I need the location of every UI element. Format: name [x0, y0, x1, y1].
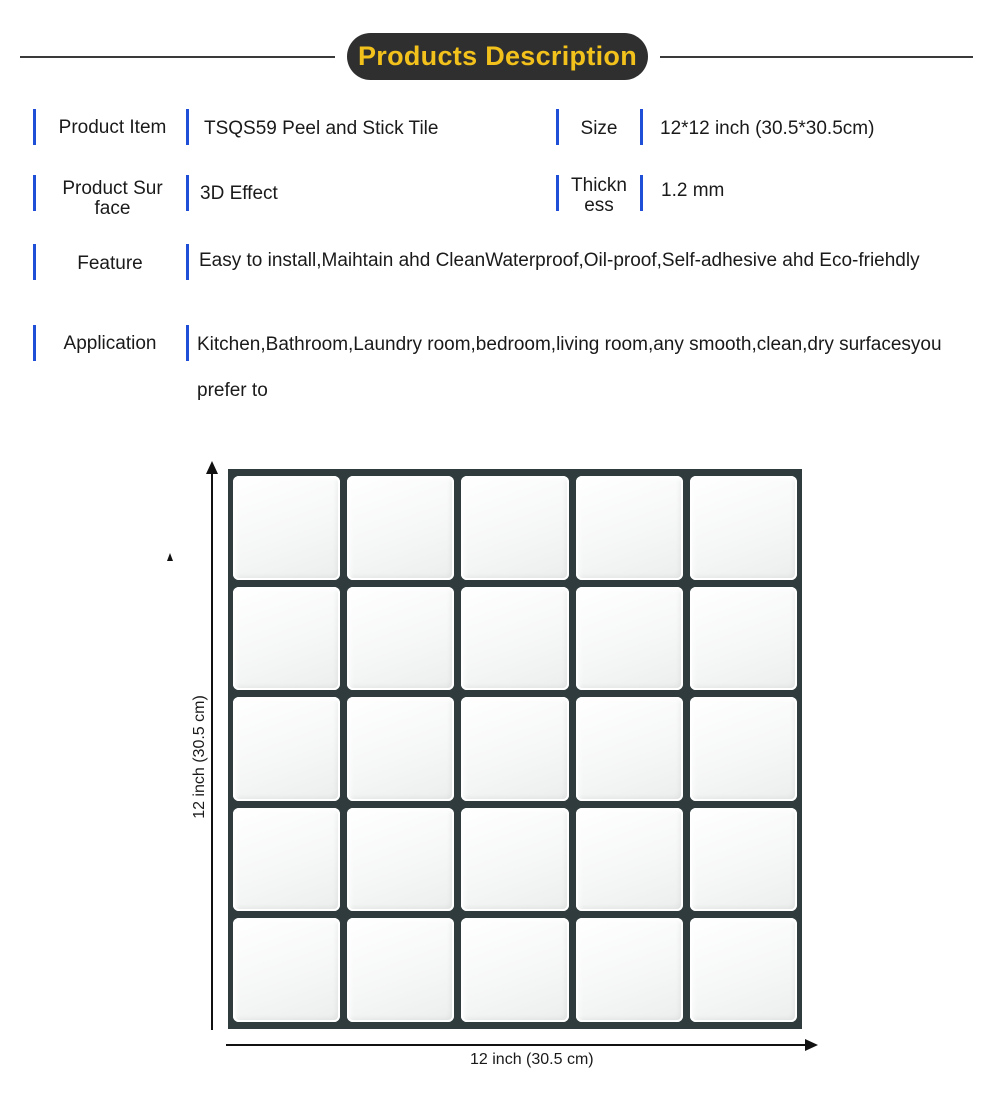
tile-grid — [233, 476, 797, 1022]
tile — [461, 587, 568, 691]
tile — [690, 587, 797, 691]
tile — [347, 808, 454, 912]
product-surface-value: 3D Effect — [200, 183, 278, 204]
tile — [233, 476, 340, 580]
tile — [233, 808, 340, 912]
tile — [461, 918, 568, 1022]
product-item-label: Product Item — [58, 117, 167, 138]
application-label: Application — [63, 333, 157, 354]
section-title: Products Description — [347, 33, 648, 80]
width-arrow-head — [805, 1039, 818, 1051]
product-surface-label-line1: Product Sur — [62, 178, 163, 199]
tile — [347, 697, 454, 801]
tile — [347, 918, 454, 1022]
product-item-value: TSQS59 Peel and Stick Tile — [204, 118, 439, 139]
tile — [347, 476, 454, 580]
tile — [576, 587, 683, 691]
size-value: 12*12 inch (30.5*30.5cm) — [660, 118, 875, 139]
tile — [233, 587, 340, 691]
width-dimension-label: 12 inch (30.5 cm) — [470, 1051, 594, 1068]
tile — [233, 697, 340, 801]
thickness-label-line1: Thickn — [571, 175, 627, 196]
tile — [576, 808, 683, 912]
tile — [690, 476, 797, 580]
stray-arrow-mark — [167, 553, 173, 561]
thickness-value: 1.2 mm — [661, 180, 725, 201]
height-dimension-label: 12 inch (30.5 cm) — [191, 695, 208, 819]
tile — [576, 697, 683, 801]
tile — [461, 476, 568, 580]
product-surface-label-line2: face — [94, 198, 131, 219]
tile — [690, 697, 797, 801]
tile — [690, 918, 797, 1022]
feature-label: Feature — [77, 253, 143, 274]
feature-value: Easy to install,Maihtain ahd CleanWaterproof,Oil-proof,Self-adhesive ahd Eco-friehdly — [199, 250, 920, 271]
thickness-label-line2: ess — [584, 195, 614, 216]
height-arrow-head — [206, 461, 218, 474]
tile-sheet — [228, 469, 802, 1029]
tile — [461, 808, 568, 912]
tile — [461, 697, 568, 801]
tile — [576, 918, 683, 1022]
tile — [233, 918, 340, 1022]
size-label: Size — [580, 118, 618, 139]
tile — [347, 587, 454, 691]
tile — [690, 808, 797, 912]
tile — [576, 476, 683, 580]
application-value: Kitchen,Bathroom,Laundry room,bedroom,living room,any smooth,clean,dry surfacesyou prefer to — [197, 334, 942, 401]
